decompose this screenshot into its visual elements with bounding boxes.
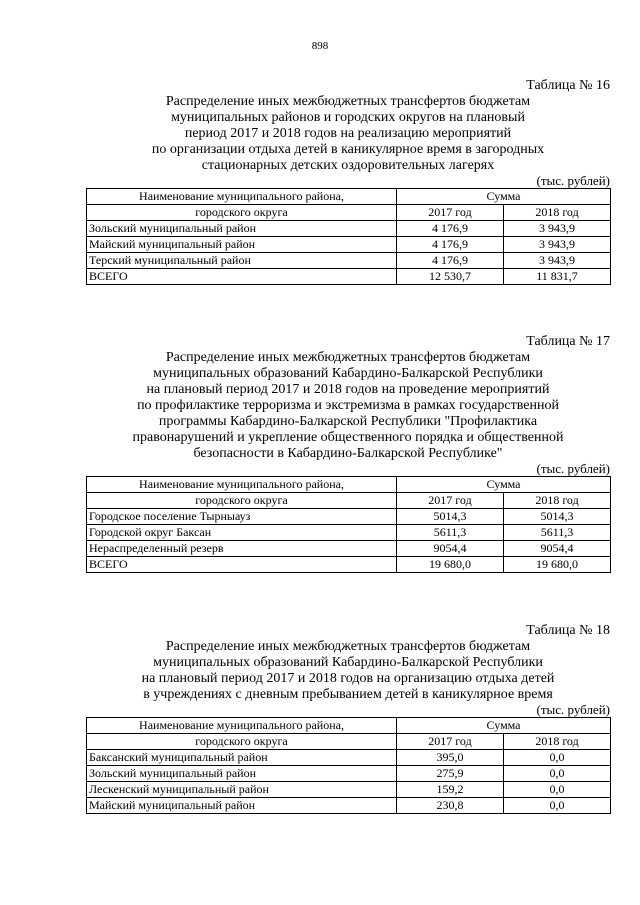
title-line: Распределение иных межбюджетных трансфертов бюджетам bbox=[165, 94, 531, 109]
row-name: Городской округ Баксан bbox=[87, 525, 397, 541]
title-line: период 2017 и 2018 годов на реализацию мероприятий bbox=[184, 126, 512, 141]
header-year-2017: 2017 год bbox=[397, 734, 504, 750]
table-row bbox=[87, 541, 611, 557]
row-name: Зольский муниципальный район bbox=[87, 221, 397, 237]
row-name: Лескенский муниципальный район bbox=[87, 782, 397, 798]
table-row bbox=[87, 237, 611, 253]
data-table bbox=[86, 476, 611, 573]
row-2017: 230,8 bbox=[397, 798, 504, 814]
table-row-total bbox=[87, 557, 611, 573]
row-2017: 12 530,7 bbox=[397, 269, 504, 285]
row-2017: 395,0 bbox=[397, 750, 504, 766]
units-label: (тыс. рублей) bbox=[536, 173, 610, 188]
header-year-2017: 2017 год bbox=[397, 205, 504, 221]
title-line: Распределение иных межбюджетных трансфертов бюджетам bbox=[165, 350, 531, 365]
row-2018: 0,0 bbox=[504, 766, 611, 782]
row-2018: 11 831,7 bbox=[504, 269, 611, 285]
page-number: 898 bbox=[311, 40, 329, 52]
title-line: программы Кабардино-Балкарской Республики "Профилактика bbox=[158, 414, 538, 429]
row-2017: 5014,3 bbox=[397, 509, 504, 525]
row-2018: 0,0 bbox=[504, 782, 611, 798]
row-2018: 5014,3 bbox=[504, 509, 611, 525]
table-row bbox=[87, 525, 611, 541]
table-section-17 bbox=[86, 334, 610, 573]
header-name-line2: городского округа bbox=[87, 493, 397, 509]
row-2018: 3 943,9 bbox=[504, 221, 611, 237]
row-2017: 19 680,0 bbox=[397, 557, 504, 573]
title-line: на плановый период 2017 и 2018 годов на организацию отдыха детей bbox=[141, 671, 555, 686]
table-row bbox=[87, 798, 611, 814]
row-2017: 159,2 bbox=[397, 782, 504, 798]
table-section-16 bbox=[86, 78, 610, 285]
table-title bbox=[86, 639, 610, 703]
title-line: Распределение иных межбюджетных трансфертов бюджетам bbox=[165, 639, 531, 654]
header-sum: Сумма bbox=[397, 718, 611, 734]
title-line: стационарных детских оздоровительных лагерях bbox=[201, 158, 495, 173]
header-sum: Сумма bbox=[397, 477, 611, 493]
row-name: Майский муниципальный район bbox=[87, 798, 397, 814]
title-line: безопасности в Кабардино-Балкарской Республике" bbox=[193, 446, 503, 461]
row-2017: 4 176,9 bbox=[397, 221, 504, 237]
table-row bbox=[87, 766, 611, 782]
row-2018: 0,0 bbox=[504, 798, 611, 814]
header-year-2017: 2017 год bbox=[397, 493, 504, 509]
row-2018: 0,0 bbox=[504, 750, 611, 766]
row-name: Нераспределенный резерв bbox=[87, 541, 397, 557]
title-line: правонарушений и укрепление общественного порядка и общественной bbox=[132, 430, 564, 445]
table-number: Таблица № 18 bbox=[526, 623, 610, 638]
row-name: ВСЕГО bbox=[87, 269, 397, 285]
header-name-line2: городского округа bbox=[87, 205, 397, 221]
row-name: ВСЕГО bbox=[87, 557, 397, 573]
header-year-2018: 2018 год bbox=[504, 734, 611, 750]
table-row-total bbox=[87, 269, 611, 285]
header-name-line1: Наименование муниципального района, bbox=[87, 477, 397, 493]
row-name: Зольский муниципальный район bbox=[87, 766, 397, 782]
row-name: Баксанский муниципальный район bbox=[87, 750, 397, 766]
row-2017: 5611,3 bbox=[397, 525, 504, 541]
table-row bbox=[87, 750, 611, 766]
table-number: Таблица № 16 bbox=[526, 78, 610, 93]
row-2018: 5611,3 bbox=[504, 525, 611, 541]
row-2018: 19 680,0 bbox=[504, 557, 611, 573]
row-2018: 3 943,9 bbox=[504, 237, 611, 253]
header-name-line1: Наименование муниципального района, bbox=[87, 718, 397, 734]
row-name: Майский муниципальный район bbox=[87, 237, 397, 253]
header-year-2018: 2018 год bbox=[504, 205, 611, 221]
row-2017: 4 176,9 bbox=[397, 253, 504, 269]
title-line: муниципальных районов и городских округов на плановый bbox=[171, 110, 525, 125]
title-line: в учреждениях с дневным пребыванием детей в каникулярное время bbox=[143, 687, 553, 702]
data-table bbox=[86, 717, 611, 814]
row-2017: 9054,4 bbox=[397, 541, 504, 557]
table-row bbox=[87, 221, 611, 237]
table-title bbox=[86, 94, 610, 174]
title-line: муниципальных образований Кабардино-Балкарской Республики bbox=[153, 366, 543, 381]
data-table bbox=[86, 188, 611, 285]
table-row bbox=[87, 782, 611, 798]
table-number: Таблица № 17 bbox=[526, 334, 610, 349]
title-line: муниципальных образований Кабардино-Балкарской Республики bbox=[153, 655, 543, 670]
units-label: (тыс. рублей) bbox=[536, 461, 610, 476]
title-line: на плановый период 2017 и 2018 годов на проведение мероприятий bbox=[146, 382, 550, 397]
row-2018: 9054,4 bbox=[504, 541, 611, 557]
row-2017: 275,9 bbox=[397, 766, 504, 782]
table-title bbox=[86, 350, 610, 462]
row-name: Городское поселение Тырныауз bbox=[87, 509, 397, 525]
row-2017: 4 176,9 bbox=[397, 237, 504, 253]
header-sum: Сумма bbox=[397, 189, 611, 205]
title-line: по организации отдыха детей в каникулярное время в загородных bbox=[151, 142, 545, 157]
header-year-2018: 2018 год bbox=[504, 493, 611, 509]
row-name: Терский муниципальный район bbox=[87, 253, 397, 269]
units-label: (тыс. рублей) bbox=[536, 702, 610, 717]
title-line: по профилактике терроризма и экстремизма в рамках государственной bbox=[137, 398, 559, 413]
header-name-line1: Наименование муниципального района, bbox=[87, 189, 397, 205]
table-row bbox=[87, 509, 611, 525]
header-name-line2: городского округа bbox=[87, 734, 397, 750]
table-section-18 bbox=[86, 623, 610, 814]
table-row bbox=[87, 253, 611, 269]
row-2018: 3 943,9 bbox=[504, 253, 611, 269]
